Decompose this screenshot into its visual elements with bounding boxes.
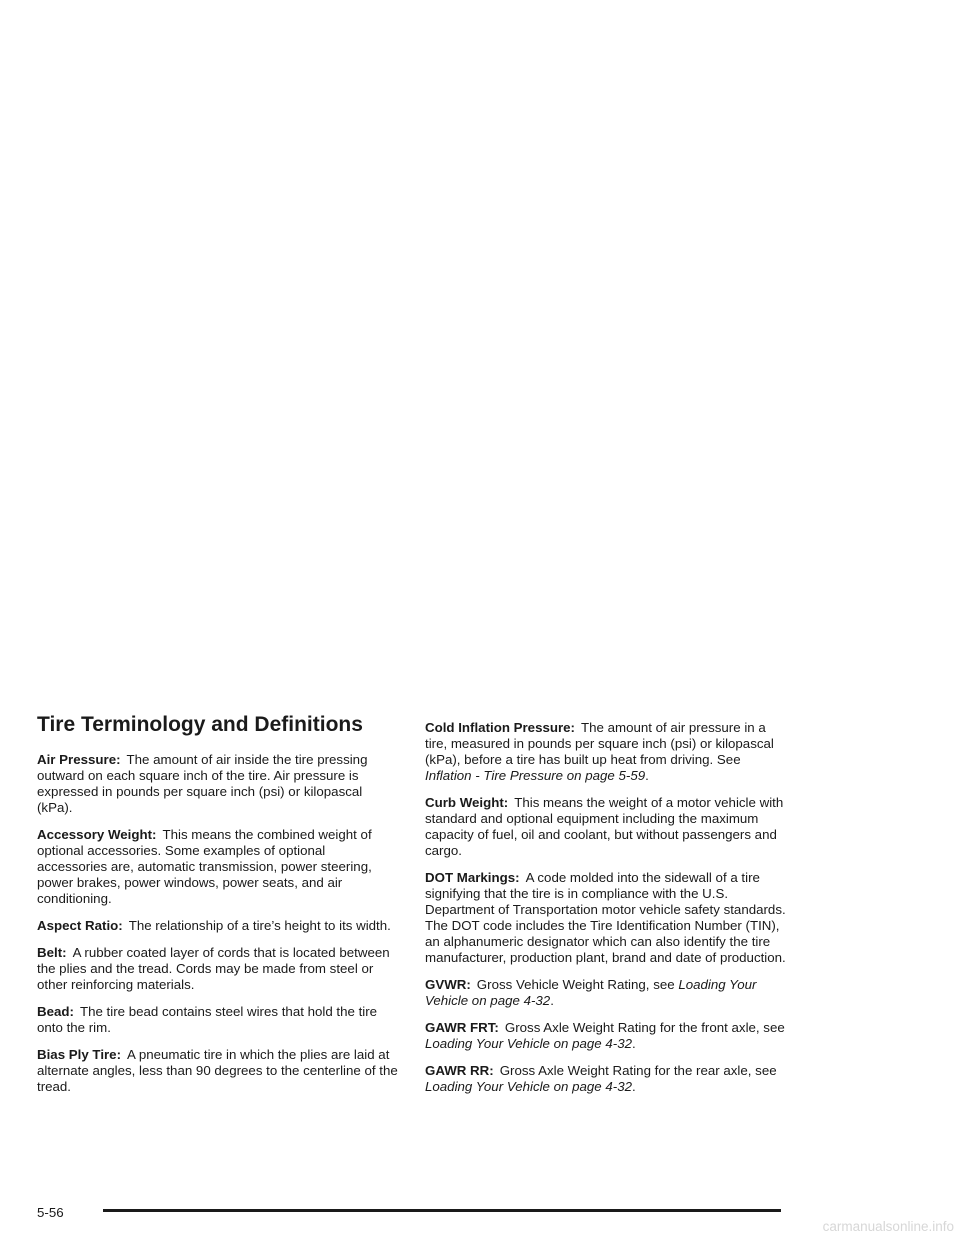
definition-term: Bias Ply Tire: (37, 1047, 122, 1062)
right-column (425, 720, 787, 1106)
definition-text: This means the weight of a motor vehicle with standard and optional equipment including the maximum capacity of fuel, oil and coolant, but without passengers and cargo. (425, 795, 784, 858)
definition-term: Curb Weight: (425, 795, 509, 810)
definition-text-end: . (645, 768, 649, 783)
definition-text-end: . (632, 1079, 636, 1094)
cross-reference-link[interactable]: Loading Your Vehicle on page 4-32 (425, 977, 757, 1008)
definition-entry (37, 827, 399, 907)
footer-divider (103, 1209, 781, 1212)
definition-entry (37, 1047, 399, 1095)
definition-entry (37, 1004, 399, 1036)
watermark: carmanualsonline.info (822, 1219, 954, 1234)
page-number: 5-56 (37, 1205, 64, 1220)
definition-text-end: . (550, 993, 554, 1008)
definition-entry (425, 795, 787, 859)
definition-text: Gross Vehicle Weight Rating, see (476, 977, 679, 992)
definition-text: A code molded into the sidewall of a tire signifying that the tire is in compliance with the U.S. Department of Transportation motor vehicle safety standards. The DOT code includes the Tire Identification Number (TIN), an alphanumeric designator which can also identify the tire manufacturer, production plant, brand and date of production. (425, 870, 786, 965)
definition-term: GAWR FRT: (425, 1020, 499, 1035)
definition-entry (425, 1020, 787, 1052)
definition-text: A rubber coated layer of cords that is located between the plies and the tread. Cords may be made from steel or other reinforcing materials. (37, 945, 390, 992)
definition-text: The relationship of a tire’s height to its width. (128, 918, 391, 933)
definition-term: DOT Markings: (425, 870, 520, 885)
cross-reference-link[interactable]: Loading Your Vehicle on page 4-32 (425, 1036, 633, 1051)
definition-text: The tire bead contains steel wires that hold the tire onto the rim. (37, 1004, 378, 1035)
left-column (37, 752, 399, 1106)
definition-text-end: . (632, 1036, 636, 1051)
definition-entry (37, 918, 399, 934)
definition-text: The amount of air pressure in a tire, measured in pounds per square inch (psi) or kilopascal (kPa), before a tire has built up heat from driving. See (425, 720, 774, 767)
definition-text: The amount of air inside the tire pressing outward on each square inch of the tire. Air pressure is expressed in pounds per square inch (psi) or kilopascal (kPa). (37, 752, 368, 815)
definition-entry (37, 945, 399, 993)
definition-term: Aspect Ratio: (37, 918, 123, 933)
definition-term: Accessory Weight: (37, 827, 157, 842)
definition-term: Bead: (37, 1004, 74, 1019)
definition-term: GVWR: (425, 977, 471, 992)
page-title: Tire Terminology and Definitions (37, 713, 363, 736)
cross-reference-link[interactable]: Inflation - Tire Pressure on page 5-59 (425, 768, 646, 783)
definition-text: This means the combined weight of optional accessories. Some examples of optional accessories are, automatic transmission, power steering, power brakes, power windows, power seats, and air conditioning. (37, 827, 372, 906)
definition-text: Gross Axle Weight Rating for the front axle, see (504, 1020, 785, 1035)
definition-text: Gross Axle Weight Rating for the rear axle, see (499, 1063, 777, 1078)
definition-entry (425, 1063, 787, 1095)
definition-term: Air Pressure: (37, 752, 121, 767)
cross-reference-link[interactable]: Loading Your Vehicle on page 4-32 (425, 1079, 633, 1094)
definition-entry (425, 720, 787, 784)
definition-term: Belt: (37, 945, 67, 960)
definition-text: A pneumatic tire in which the plies are laid at alternate angles, less than 90 degrees to the centerline of the tread. (37, 1047, 398, 1094)
definition-term: Cold Inflation Pressure: (425, 720, 575, 735)
definition-term: GAWR RR: (425, 1063, 494, 1078)
definition-entry (37, 752, 399, 816)
definition-entry (425, 977, 787, 1009)
definition-entry (425, 870, 787, 966)
